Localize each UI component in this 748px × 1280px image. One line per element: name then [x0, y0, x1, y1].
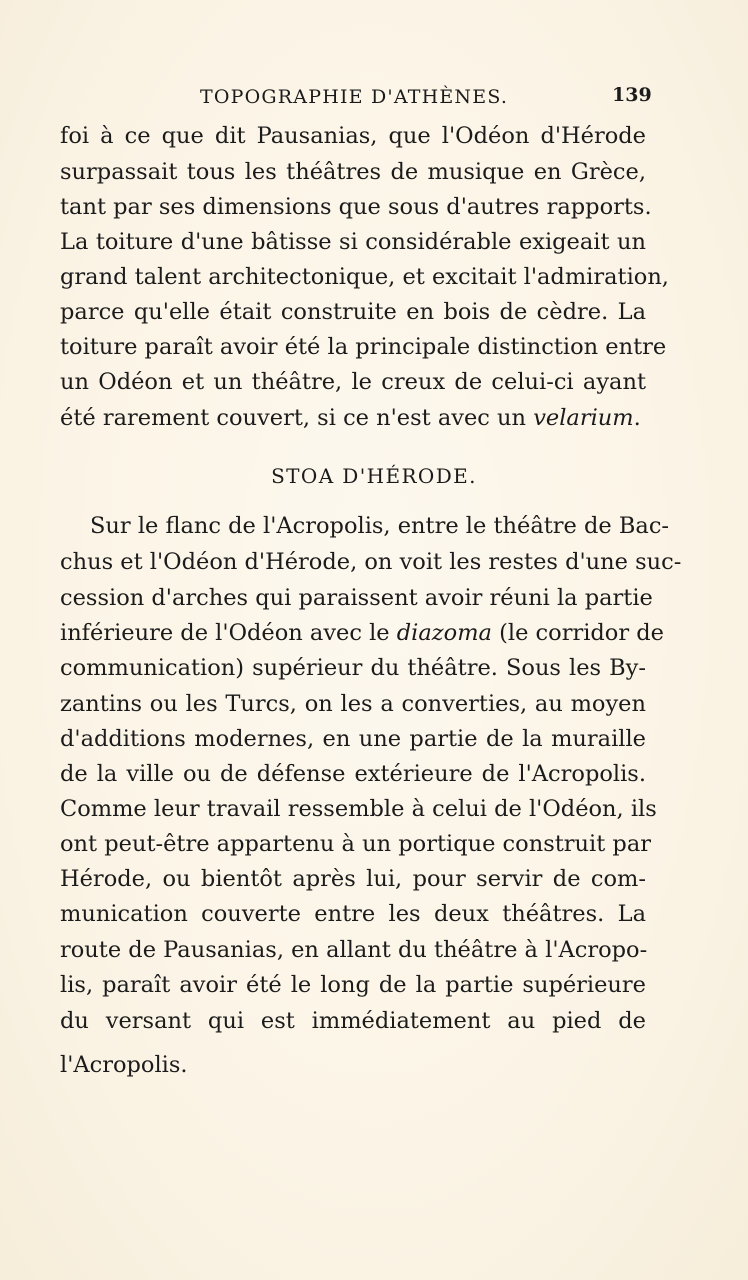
text-line: tant par ses dimensions que sous d'autres rapports. [60, 194, 652, 220]
text-segment: . [633, 405, 641, 431]
text-line: Hérode, ou bientôt après lui, pour servir de com- [60, 866, 646, 892]
section-heading: STOA D'HÉRODE. [271, 464, 477, 488]
text-line: Sur le flanc de l'Acropolis, entre le théâtre de Bac- [90, 513, 670, 539]
text-line-last: l'Acropolis. [60, 1052, 188, 1078]
text-line: foi à ce que dit Pausanias, que l'Odéon d'Hérode [60, 123, 646, 149]
text-line: grand talent architectonique, et excitait l'admiration, [60, 264, 669, 290]
text-line [60, 618, 664, 648]
text-line: toiture paraît avoir été la principale distinction entre [60, 334, 667, 360]
text-line: un Odéon et un théâtre, le creux de celui-ci ayant [60, 369, 646, 395]
text-line: communication) supérieur du théâtre. Sous les By- [60, 655, 646, 681]
text-line: Comme leur travail ressemble à celui de l'Odéon, ils [60, 796, 657, 822]
text-line: surpassait tous les théâtres de musique en Grèce, [60, 159, 646, 185]
italic-term: velarium [533, 405, 634, 431]
text-line: route de Pausanias, en allant du théâtre à l'Acropo- [60, 937, 648, 963]
text-line: d'additions modernes, en une partie de la muraille [60, 726, 646, 752]
text-line-last [60, 403, 646, 433]
text-line: lis, paraît avoir été le long de la partie supérieure [60, 972, 646, 998]
text-segment: (le corridor de [491, 620, 664, 646]
page-number: 139 [612, 84, 652, 106]
text-line: ont peut-être appartenu à un portique construit par [60, 831, 651, 857]
text-line: du versant qui est immédiatement au pied de [60, 1008, 646, 1034]
text-line: de la ville ou de défense extérieure de l'Acropolis. [60, 761, 646, 787]
text-line: chus et l'Odéon d'Hérode, on voit les restes d'une suc- [60, 549, 682, 575]
text-line: La toiture d'une bâtisse si considérable exigeait un [60, 229, 646, 255]
text-line: parce qu'elle était construite en bois de cèdre. La [60, 299, 646, 325]
text-segment: été rarement couvert, si ce n'est avec un [60, 405, 534, 431]
text-line: zantins ou les Turcs, on les a converties, au moyen [60, 691, 646, 717]
text-line: munication couverte entre les deux théâtres. La [60, 901, 646, 927]
text-line: cession d'arches qui paraissent avoir réuni la partie [60, 585, 653, 611]
italic-term: diazoma [396, 620, 492, 646]
running-title: TOPOGRAPHIE D'ATHÈNES. [200, 86, 509, 108]
text-segment: inférieure de l'Odéon avec le [60, 620, 397, 646]
